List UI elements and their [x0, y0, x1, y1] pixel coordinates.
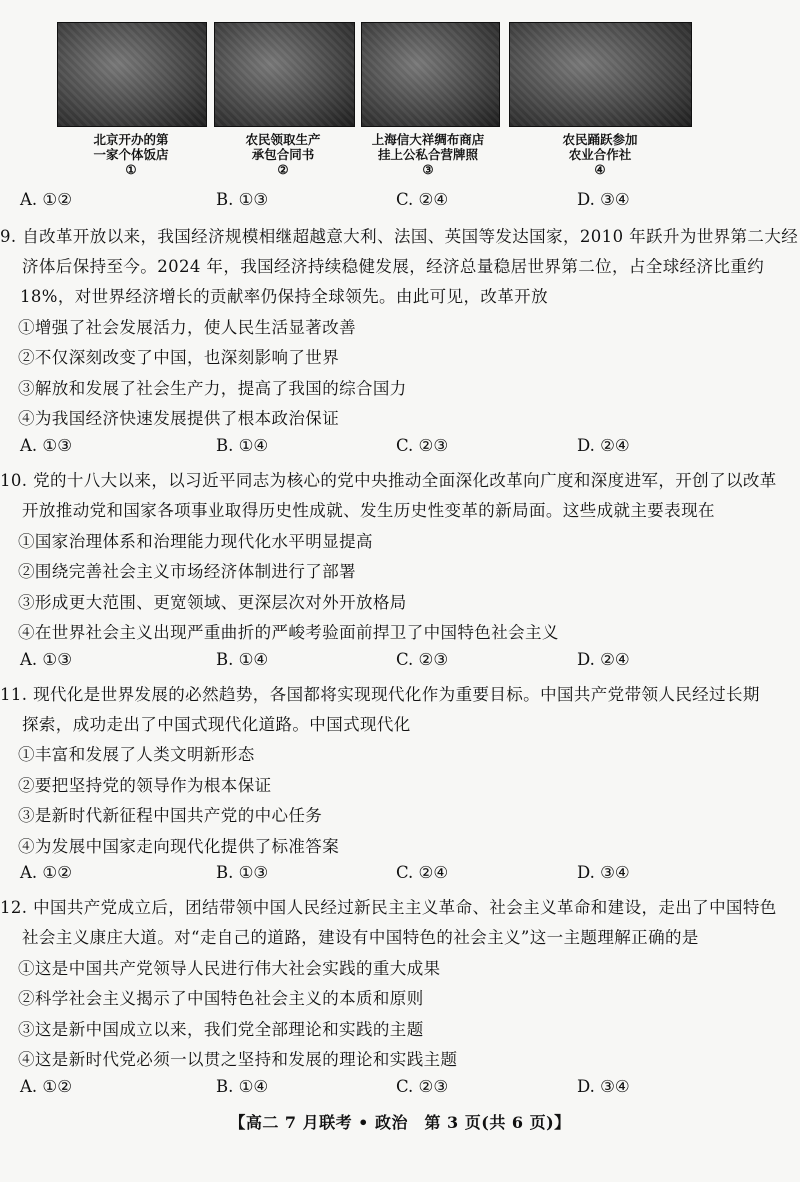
q10-option-b: B. ①④ [216, 650, 269, 669]
q9-item: ②不仅深刻改变了中国，也深刻影响了世界 [18, 348, 340, 367]
q9-option-b: B. ①④ [216, 436, 269, 455]
q12-option-b: B. ①④ [216, 1077, 269, 1096]
q8-option-d: D. ③④ [577, 190, 630, 209]
q11-stem-line: 11. 现代化是世界发展的必然趋势，各国都将实现现代化作为重要目标。中国共产党带领人民经过长期 [0, 685, 760, 704]
q9-item: ④为我国经济快速发展提供了根本政治保证 [18, 409, 340, 428]
photo-3 [361, 22, 500, 127]
q9-item: ③解放和发展了社会生产力，提高了我国的综合国力 [18, 379, 407, 398]
q10-option-d: D. ②④ [577, 650, 630, 669]
q11-item: ②要把坚持党的领导作为根本保证 [18, 776, 272, 795]
figure-row [0, 22, 800, 192]
q10-item: ①国家治理体系和治理能力现代化水平明显提高 [18, 532, 373, 551]
q12-option-d: D. ③④ [577, 1077, 630, 1096]
q9-stem-line: 18%，对世界经济增长的贡献率仍保持全球领先。由此可见，改革开放 [20, 287, 548, 306]
q8-option-a: A. ①② [20, 190, 72, 209]
caption-4: 农民踊跃参加 农业合作社 ④ [562, 132, 638, 177]
q8-option-c: C. ②④ [396, 190, 449, 209]
caption-3: 上海信大祥绸布商店 挂上公私合营牌照 ③ [371, 132, 485, 177]
q9-option-c: C. ②③ [396, 436, 449, 455]
q11-item: ③是新时代新征程中国共产党的中心任务 [18, 806, 323, 825]
caption-2: 农民领取生产 承包合同书 ② [245, 132, 321, 177]
q11-option-d: D. ③④ [577, 863, 630, 882]
q12-item: ②科学社会主义揭示了中国特色社会主义的本质和原则 [18, 989, 424, 1008]
photo-4 [509, 22, 692, 127]
page-footer: 【高二 7 月联考 • 政治 第 3 页(共 6 页)】 [229, 1113, 571, 1132]
photo-1 [57, 22, 207, 127]
q11-stem-line: 探索，成功走出了中国式现代化道路。中国式现代化 [22, 715, 411, 734]
q12-stem-line: 12. 中国共产党成立后，团结带领中国人民经过新民主主义革命、社会主义革命和建设，走出了中国特色 [0, 898, 777, 917]
q10-option-c: C. ②③ [396, 650, 449, 669]
q10-item: ④在世界社会主义出现严重曲折的严峻考验面前捍卫了中国特色社会主义 [18, 623, 559, 642]
q12-option-a: A. ①② [20, 1077, 72, 1096]
q8-option-b: B. ①③ [216, 190, 269, 209]
caption-1: 北京开办的第 一家个体饭店 ① [93, 132, 169, 177]
q10-stem-line: 10. 党的十八大以来，以习近平同志为核心的党中央推动全面深化改革向广度和深度进军，开创了以改革 [0, 471, 777, 490]
q11-item: ④为发展中国家走向现代化提供了标准答案 [18, 837, 340, 856]
q12-option-c: C. ②③ [396, 1077, 449, 1096]
q9-stem-line: 9. 自改革开放以来，我国经济规模相继超越意大利、法国、英国等发达国家，2010 年跃升为世界第二大经 [0, 227, 799, 246]
q11-item: ①丰富和发展了人类文明新形态 [18, 745, 255, 764]
q11-option-a: A. ①② [20, 863, 72, 882]
q10-stem-line: 开放推动党和国家各项事业取得历史性成就、发生历史性变革的新局面。这些成就主要表现在 [22, 501, 715, 520]
q12-item: ①这是中国共产党领导人民进行伟大社会实践的重大成果 [18, 959, 441, 978]
q12-item: ④这是新时代党必须一以贯之坚持和发展的理论和实践主题 [18, 1050, 458, 1069]
q9-option-a: A. ①③ [20, 436, 72, 455]
q10-item: ②围绕完善社会主义市场经济体制进行了部署 [18, 562, 356, 581]
q10-item: ③形成更大范围、更宽领域、更深层次对外开放格局 [18, 593, 407, 612]
q9-item: ①增强了社会发展活力，使人民生活显著改善 [18, 318, 356, 337]
q11-option-b: B. ①③ [216, 863, 269, 882]
q9-option-d: D. ②④ [577, 436, 630, 455]
photo-2 [214, 22, 355, 127]
q9-stem-line: 济体后保持至今。2024 年，我国经济持续稳健发展，经济总量稳居世界第二位，占全球经济比重约 [22, 257, 765, 276]
q11-option-c: C. ②④ [396, 863, 449, 882]
q12-item: ③这是新中国成立以来，我们党全部理论和实践的主题 [18, 1020, 424, 1039]
q10-option-a: A. ①③ [20, 650, 72, 669]
q12-stem-line: 社会主义康庄大道。对“走自己的道路，建设有中国特色的社会主义”这一主题理解正确的是 [22, 928, 699, 947]
